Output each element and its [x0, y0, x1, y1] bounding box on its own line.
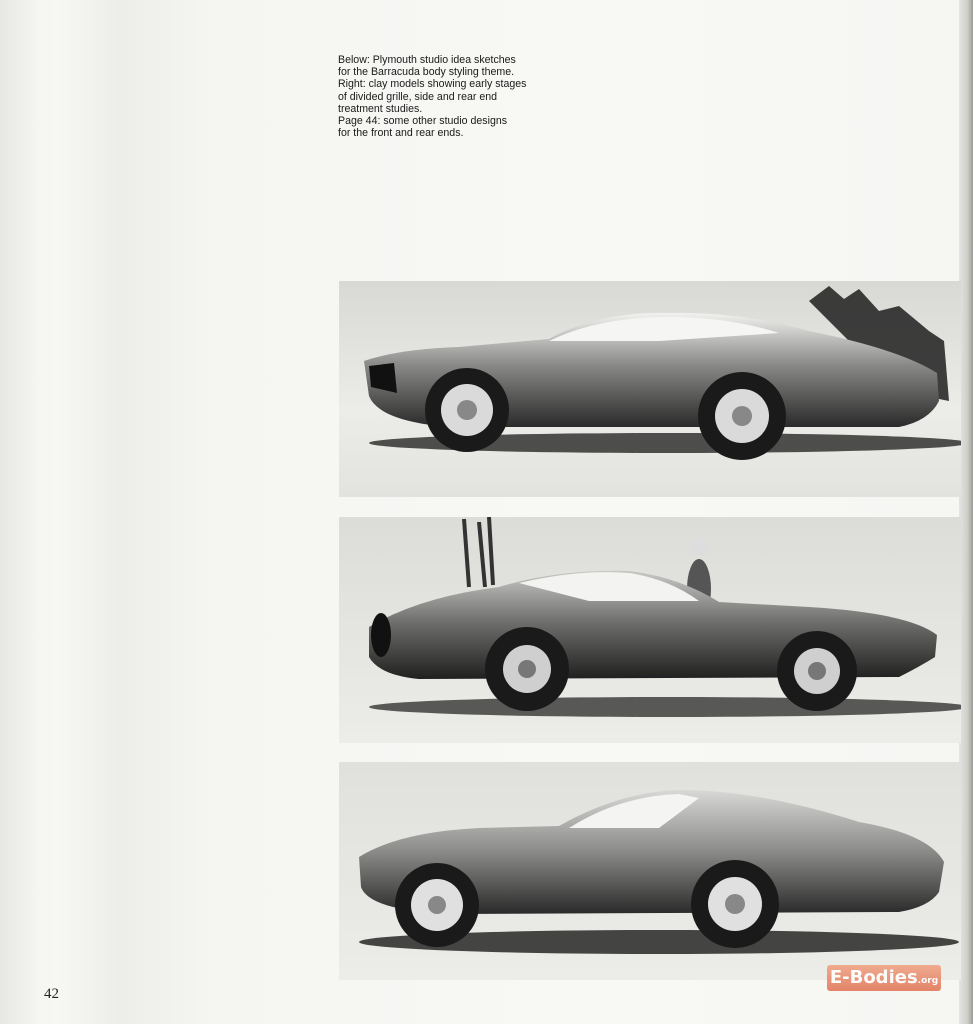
caption-line: treatment studies. [338, 102, 423, 115]
sketch-photo-2 [339, 517, 961, 743]
sketch-photo-1 [339, 281, 961, 497]
watermark-logo [825, 920, 943, 994]
caption-line: for the Barracuda body styling theme. [338, 66, 515, 79]
caption-line: Below: Plymouth studio idea sketches [338, 54, 516, 66]
caption [338, 54, 608, 139]
watermark-suffix: .org [917, 976, 939, 986]
caption-line: for the front and rear ends. [338, 127, 464, 140]
page-edge [959, 0, 973, 1024]
page-gutter-shadow [0, 0, 40, 1024]
caption-line: of divided grille, side and rear end [338, 90, 498, 103]
caption-line: Page 44: some other studio designs [338, 115, 508, 128]
caption-line: Right: clay models showing early stages [338, 78, 527, 91]
page-number: 42 [44, 986, 59, 1002]
watermark-badge [827, 965, 941, 991]
watermark-text: E-Bodies [829, 967, 918, 988]
